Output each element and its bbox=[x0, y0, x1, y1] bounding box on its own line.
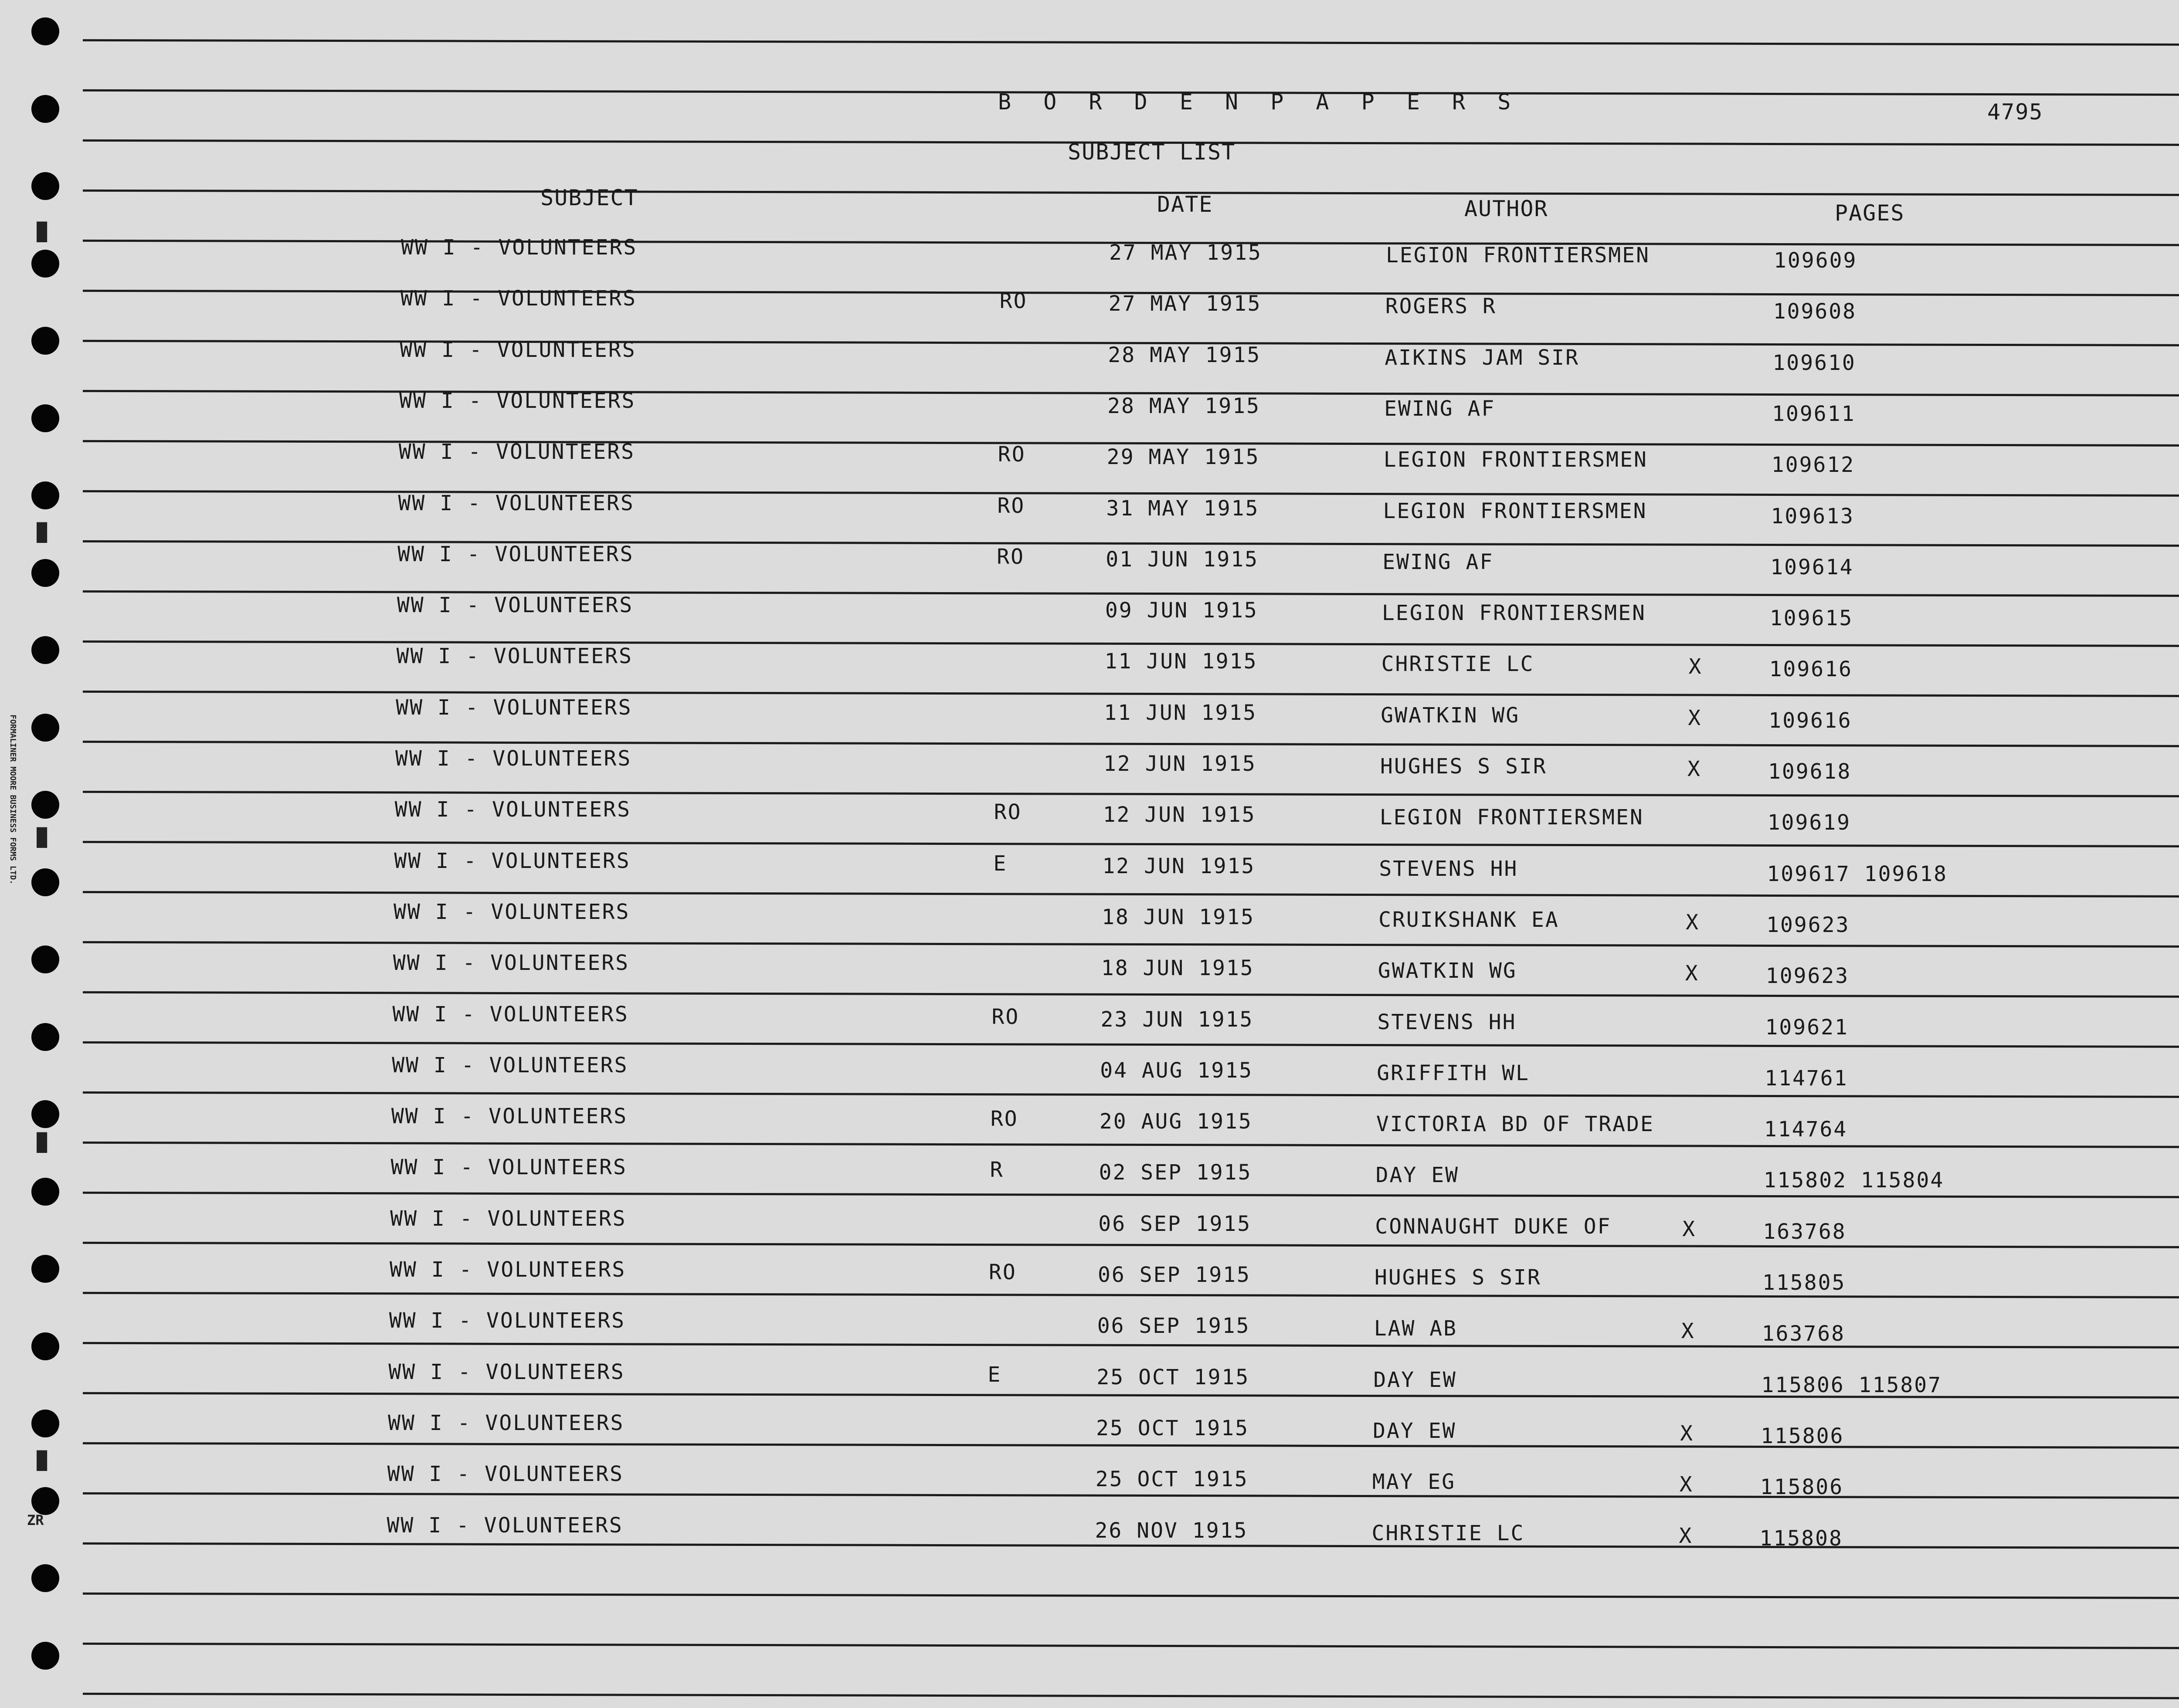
cell-date: 31 MAY 1915 bbox=[1106, 496, 1259, 521]
cell-subject: WW I - VOLUNTEERS bbox=[388, 1410, 625, 1435]
cell-date: 29 MAY 1915 bbox=[1106, 445, 1260, 470]
cell-author: MAY EG bbox=[1372, 1470, 1456, 1494]
cell-date: 26 NOV 1915 bbox=[1095, 1518, 1248, 1543]
cell-author: LEGION FRONTIERSMEN bbox=[1383, 498, 1647, 523]
perforation-mark: ▐▌ bbox=[31, 1133, 53, 1153]
cell-subject: WW I - VOLUNTEERS bbox=[397, 593, 634, 618]
ruled-line bbox=[83, 190, 2179, 196]
cell-date: 18 JUN 1915 bbox=[1101, 956, 1254, 981]
cell-pages: 115806 bbox=[1760, 1475, 1844, 1500]
cell-subject: WW I - VOLUNTEERS bbox=[399, 388, 636, 413]
cell-subject: WW I - VOLUNTEERS bbox=[398, 491, 635, 515]
cell-pages: 115802 115804 bbox=[1763, 1168, 1945, 1193]
cell-subject: WW I - VOLUNTEERS bbox=[394, 797, 631, 822]
cell-date: 25 OCT 1915 bbox=[1095, 1467, 1249, 1492]
cell-date: 11 JUN 1915 bbox=[1104, 700, 1257, 725]
ruled-line bbox=[83, 1142, 2179, 1148]
column-header-author: AUTHOR bbox=[1464, 196, 1548, 221]
cell-subject: WW I - VOLUNTEERS bbox=[393, 951, 630, 976]
ruled-line bbox=[83, 1292, 2179, 1298]
cell-author: LEGION FRONTIERSMEN bbox=[1386, 243, 1650, 268]
cell-subject: WW I - VOLUNTEERS bbox=[394, 848, 631, 873]
cell-author: ROGERS R bbox=[1385, 294, 1497, 319]
cell-author: VICTORIA BD OF TRADE bbox=[1376, 1112, 1654, 1137]
cell-pages: 109619 bbox=[1767, 810, 1851, 835]
ruled-line bbox=[83, 1593, 2179, 1599]
cell-subject: WW I - VOLUNTEERS bbox=[400, 286, 637, 311]
cell-subject: WW I - VOLUNTEERS bbox=[391, 1104, 628, 1129]
cell-flag: X bbox=[1679, 1472, 1694, 1497]
cell-author: CONNAUGHT DUKE OF bbox=[1375, 1214, 1612, 1239]
cell-pages: 109621 bbox=[1765, 1015, 1849, 1040]
cell-author: CHRISTIE LC bbox=[1371, 1521, 1525, 1545]
tractor-hole bbox=[31, 559, 59, 587]
cell-code: E bbox=[988, 1362, 1002, 1387]
cell-subject: WW I - VOLUNTEERS bbox=[401, 235, 638, 260]
ruled-line bbox=[83, 841, 2179, 847]
tractor-hole bbox=[31, 714, 59, 742]
tractor-hole bbox=[31, 1023, 59, 1051]
cell-subject: WW I - VOLUNTEERS bbox=[392, 1053, 628, 1078]
cell-pages: 163768 bbox=[1763, 1219, 1846, 1244]
cell-date: 18 JUN 1915 bbox=[1102, 905, 1255, 929]
cell-flag: X bbox=[1685, 961, 1699, 986]
cell-pages: 163768 bbox=[1762, 1322, 1846, 1346]
cell-date: 28 MAY 1915 bbox=[1107, 393, 1260, 418]
cell-date: 06 SEP 1915 bbox=[1098, 1263, 1251, 1287]
cell-date: 04 AUG 1915 bbox=[1100, 1058, 1253, 1083]
cell-author: DAY EW bbox=[1373, 1418, 1456, 1443]
cell-flag: X bbox=[1688, 654, 1703, 679]
tractor-hole bbox=[31, 791, 59, 819]
cell-author: CHRISTIE LC bbox=[1381, 652, 1534, 677]
cell-flag: X bbox=[1686, 910, 1700, 935]
cell-date: 12 JUN 1915 bbox=[1102, 854, 1256, 878]
cell-date: 11 JUN 1915 bbox=[1104, 649, 1258, 674]
ruled-line bbox=[83, 1342, 2179, 1349]
cell-author: GWATKIN WG bbox=[1381, 703, 1520, 728]
perforation-mark: ▐▌ bbox=[31, 828, 53, 848]
ruled-line bbox=[83, 1242, 2179, 1248]
cell-subject: WW I - VOLUNTEERS bbox=[396, 644, 633, 669]
tractor-hole bbox=[31, 481, 59, 509]
cell-subject: WW I - VOLUNTEERS bbox=[389, 1308, 625, 1333]
tractor-hole bbox=[31, 1332, 59, 1360]
ruled-line bbox=[83, 891, 2179, 898]
tractor-hole bbox=[31, 946, 59, 973]
cell-pages: 109614 bbox=[1770, 555, 1854, 580]
cell-pages: 115806 115807 bbox=[1761, 1372, 1942, 1397]
cell-code: E bbox=[993, 851, 1008, 876]
cell-author: LEGION FRONTIERSMEN bbox=[1383, 447, 1648, 472]
cell-date: 28 MAY 1915 bbox=[1108, 342, 1261, 367]
cell-subject: WW I - VOLUNTEERS bbox=[388, 1359, 625, 1384]
cell-pages: 109610 bbox=[1772, 350, 1856, 375]
ruled-line bbox=[83, 1442, 2179, 1449]
tractor-hole bbox=[31, 1642, 59, 1670]
tractor-hole bbox=[31, 1255, 59, 1283]
cell-flag: X bbox=[1688, 705, 1702, 730]
cell-author: DAY EW bbox=[1375, 1163, 1459, 1188]
tractor-hole bbox=[31, 1487, 59, 1515]
cell-code: RO bbox=[998, 442, 1026, 467]
cell-author: STEVENS HH bbox=[1377, 1010, 1517, 1034]
cell-date: 09 JUN 1915 bbox=[1105, 598, 1258, 623]
cell-code: R bbox=[990, 1158, 1004, 1183]
perforation-mark: ▐▌ bbox=[31, 1451, 53, 1471]
ruled-line bbox=[83, 791, 2179, 797]
cell-date: 01 JUN 1915 bbox=[1106, 547, 1259, 572]
cell-date: 12 JUN 1915 bbox=[1103, 752, 1256, 776]
tractor-hole bbox=[31, 1178, 59, 1206]
column-header-date: DATE bbox=[1157, 192, 1213, 217]
cell-pages: 109615 bbox=[1769, 606, 1853, 631]
cell-pages: 109613 bbox=[1771, 504, 1854, 529]
cell-pages: 109618 bbox=[1768, 759, 1852, 784]
cell-pages: 109616 bbox=[1768, 708, 1852, 733]
cell-author: CRUIKSHANK EA bbox=[1378, 907, 1559, 932]
cell-author: GRIFFITH WL bbox=[1377, 1061, 1530, 1085]
cell-author: EWING AF bbox=[1384, 396, 1496, 421]
cell-subject: WW I - VOLUNTEERS bbox=[387, 1462, 624, 1487]
cell-date: 06 SEP 1915 bbox=[1097, 1314, 1250, 1339]
cell-code: RO bbox=[999, 289, 1028, 314]
cell-date: 02 SEP 1915 bbox=[1099, 1160, 1252, 1185]
cell-date: 23 JUN 1915 bbox=[1100, 1007, 1254, 1032]
ruled-line bbox=[83, 1542, 2179, 1549]
cell-pages: 109608 bbox=[1773, 299, 1857, 324]
cell-code: RO bbox=[997, 493, 1025, 518]
cell-subject: WW I - VOLUNTEERS bbox=[387, 1513, 623, 1538]
cell-pages: 115805 bbox=[1762, 1271, 1846, 1295]
ruled-line bbox=[83, 39, 2179, 46]
cell-pages: 114761 bbox=[1765, 1066, 1848, 1091]
tractor-hole bbox=[31, 172, 59, 200]
cell-subject: WW I - VOLUNTEERS bbox=[390, 1155, 627, 1180]
cell-date: 27 MAY 1915 bbox=[1108, 291, 1262, 316]
tractor-hole bbox=[31, 1410, 59, 1437]
cell-date: 06 SEP 1915 bbox=[1098, 1211, 1252, 1236]
cell-pages: 109611 bbox=[1772, 401, 1856, 426]
cell-author: AIKINS JAM SIR bbox=[1385, 345, 1579, 370]
tractor-hole bbox=[31, 95, 59, 123]
cell-author: EWING AF bbox=[1382, 549, 1494, 574]
cell-author: LEGION FRONTIERSMEN bbox=[1381, 601, 1646, 626]
ruled-line bbox=[83, 1643, 2179, 1649]
cell-flag: X bbox=[1680, 1421, 1694, 1446]
column-header-pages: PAGES bbox=[1835, 200, 1905, 226]
cell-subject: WW I - VOLUNTEERS bbox=[398, 440, 635, 464]
cell-date: 27 MAY 1915 bbox=[1109, 241, 1262, 265]
cell-date: 25 OCT 1915 bbox=[1096, 1416, 1249, 1440]
cell-subject: WW I - VOLUNTEERS bbox=[395, 746, 632, 771]
cell-date: 25 OCT 1915 bbox=[1096, 1365, 1250, 1389]
ruled-line bbox=[83, 991, 2179, 998]
cell-pages: 115806 bbox=[1761, 1423, 1844, 1448]
cell-author: HUGHES S SIR bbox=[1375, 1265, 1541, 1290]
cell-flag: X bbox=[1681, 1319, 1695, 1344]
cell-author: STEVENS HH bbox=[1379, 856, 1518, 881]
cell-date: 20 AUG 1915 bbox=[1099, 1109, 1252, 1134]
document-subtitle: SUBJECT LIST bbox=[1068, 139, 1236, 165]
document-title: B O R D E N P A P E R S bbox=[998, 89, 1521, 115]
perforation-mark: ▐▌ bbox=[31, 523, 53, 543]
tractor-hole bbox=[31, 868, 59, 896]
cell-pages: 115808 bbox=[1759, 1526, 1843, 1551]
ruled-line bbox=[83, 1693, 2179, 1699]
cell-author: LAW AB bbox=[1374, 1316, 1458, 1341]
tractor-hole bbox=[31, 404, 59, 432]
cell-code: RO bbox=[989, 1260, 1017, 1284]
cell-flag: X bbox=[1682, 1217, 1697, 1241]
cell-subject: WW I - VOLUNTEERS bbox=[397, 542, 634, 566]
cell-pages: 109617 109618 bbox=[1767, 861, 1948, 886]
page-number: 4795 bbox=[1987, 99, 2043, 125]
cell-subject: WW I - VOLUNTEERS bbox=[390, 1257, 626, 1282]
cell-pages: 109623 bbox=[1765, 964, 1850, 989]
cell-author: HUGHES S SIR bbox=[1380, 754, 1547, 779]
ruled-line bbox=[83, 1492, 2179, 1499]
cell-subject: WW I - VOLUNTEERS bbox=[390, 1206, 627, 1231]
cell-pages: 114764 bbox=[1764, 1117, 1848, 1142]
cell-subject: WW I - VOLUNTEERS bbox=[400, 337, 636, 362]
tractor-hole bbox=[31, 327, 59, 355]
cell-subject: WW I - VOLUNTEERS bbox=[392, 1002, 629, 1027]
cell-flag: X bbox=[1679, 1523, 1693, 1548]
cell-pages: 109609 bbox=[1774, 248, 1857, 273]
cell-code: RO bbox=[991, 1004, 1020, 1029]
column-header-subject: SUBJECT bbox=[540, 185, 638, 210]
cell-subject: WW I - VOLUNTEERS bbox=[396, 695, 632, 720]
ruled-line bbox=[83, 941, 2179, 948]
cell-date: 12 JUN 1915 bbox=[1103, 803, 1256, 827]
cell-pages: 109612 bbox=[1771, 453, 1855, 478]
cell-flag: X bbox=[1687, 757, 1701, 781]
tractor-hole bbox=[31, 250, 59, 278]
tractor-hole bbox=[31, 1564, 59, 1592]
cell-code: RO bbox=[994, 800, 1022, 825]
cell-code: RO bbox=[997, 544, 1025, 569]
cell-author: DAY EW bbox=[1373, 1367, 1457, 1392]
cell-author: LEGION FRONTIERSMEN bbox=[1379, 805, 1644, 830]
cell-code: RO bbox=[990, 1107, 1018, 1132]
cell-author: GWATKIN WG bbox=[1378, 959, 1517, 983]
cell-subject: WW I - VOLUNTEERS bbox=[394, 899, 630, 924]
form-code: ZR bbox=[27, 1512, 44, 1528]
ruled-line bbox=[83, 1041, 2179, 1048]
ruled-line bbox=[83, 1091, 2179, 1098]
form-imprint: FORMALINER MOORE BUSINESS FORMS LTD. bbox=[8, 715, 17, 885]
tractor-hole bbox=[31, 17, 59, 45]
perforation-mark: ▐▌ bbox=[31, 222, 53, 242]
tractor-hole bbox=[31, 1100, 59, 1128]
tractor-hole bbox=[31, 636, 59, 664]
cell-pages: 109616 bbox=[1769, 657, 1853, 682]
cell-pages: 109623 bbox=[1766, 912, 1850, 937]
